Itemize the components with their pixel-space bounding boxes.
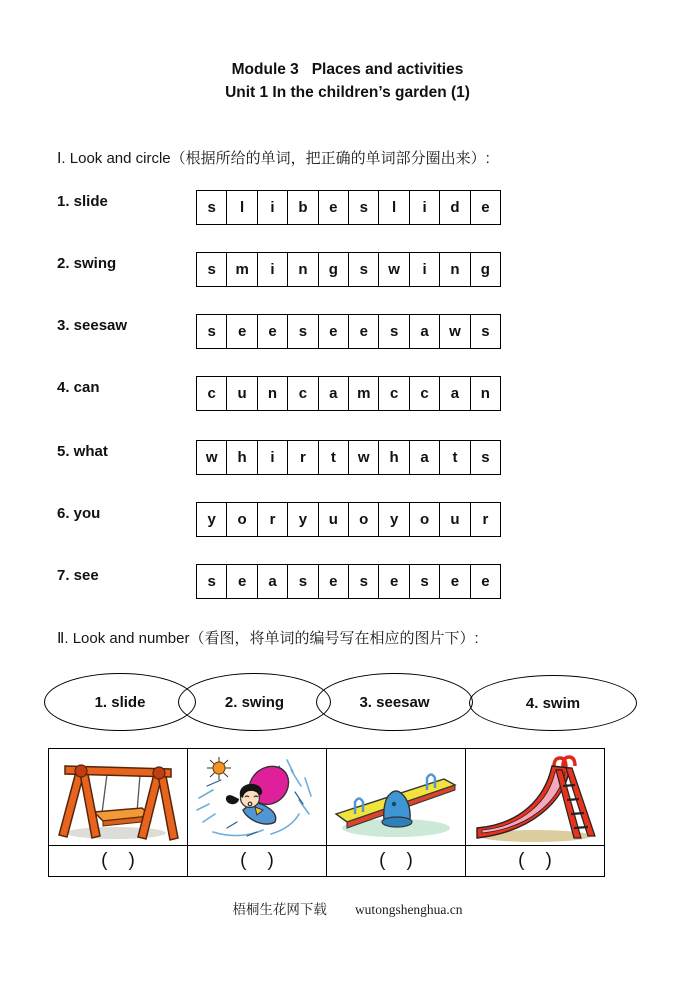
swing-illustration	[52, 752, 184, 844]
letter-cell[interactable]: l	[226, 191, 256, 224]
letter-cell[interactable]: h	[378, 441, 408, 474]
seesaw-illustration	[330, 752, 462, 844]
letter-cell[interactable]: a	[409, 315, 439, 348]
letter-cell[interactable]: b	[287, 191, 317, 224]
answer-slot[interactable]: ( )	[466, 846, 605, 877]
letter-cell[interactable]: n	[470, 377, 500, 410]
letter-cell[interactable]: t	[439, 441, 469, 474]
letter-cell[interactable]: y	[207, 511, 216, 528]
letter-cell[interactable]: e	[226, 315, 256, 348]
letter-cell[interactable]: d	[439, 191, 469, 224]
letter-cell[interactable]: m	[348, 377, 378, 410]
letter-cell[interactable]: w	[348, 441, 378, 474]
word-option-oval: 1. slide	[44, 673, 196, 731]
letter-cell[interactable]: g	[318, 253, 348, 286]
letter-cell[interactable]: y	[287, 503, 317, 536]
letter-cell[interactable]: i	[409, 191, 439, 224]
title-line2: Unit 1 In the children’s garden (1)	[225, 84, 470, 101]
letter-cell[interactable]: y	[378, 503, 408, 536]
slide-illustration	[469, 752, 601, 844]
word-row	[0, 190, 695, 230]
word-option-oval: 2. swing	[178, 673, 331, 731]
word-label: 1. slide	[57, 193, 108, 210]
letter-cell[interactable]: o	[348, 503, 378, 536]
letter-grid	[196, 314, 501, 349]
word-row	[0, 314, 695, 354]
letter-grid	[196, 252, 501, 287]
letter-grid	[196, 190, 501, 225]
letter-cell[interactable]: a	[257, 565, 287, 598]
title-line1: Module 3 Places and activities	[231, 61, 464, 78]
letter-cell[interactable]: n	[439, 253, 469, 286]
word-label: 6. you	[57, 505, 101, 522]
letter-cell[interactable]: s	[207, 199, 216, 216]
letter-cell[interactable]: s	[348, 253, 378, 286]
letter-cell[interactable]: s	[207, 323, 216, 340]
word-option-oval: 4. swim	[469, 675, 637, 731]
pictures-row	[49, 749, 605, 846]
letter-cell[interactable]: e	[318, 565, 348, 598]
letter-cell[interactable]: r	[257, 503, 287, 536]
footer-site-name: 梧桐生花网下载	[232, 902, 327, 917]
section2-heading: Ⅱ. Look and number（看图，将单词的编号写在相应的图片下）:	[57, 630, 479, 647]
letter-grid	[196, 376, 501, 411]
word-label: 2. swing	[57, 255, 117, 272]
letter-cell[interactable]: i	[409, 253, 439, 286]
letter-cell[interactable]: e	[378, 565, 408, 598]
letter-cell[interactable]: u	[439, 503, 469, 536]
letter-cell[interactable]: g	[470, 253, 500, 286]
word-option-oval: 3. seesaw	[316, 673, 473, 731]
answer-slot[interactable]: ( )	[327, 846, 466, 877]
word-label: 4. can	[57, 379, 100, 396]
letter-cell[interactable]: s	[348, 565, 378, 598]
letter-cell[interactable]: r	[287, 441, 317, 474]
letter-cell[interactable]: c	[409, 377, 439, 410]
letter-cell[interactable]: u	[318, 503, 348, 536]
picture-cell-swim	[188, 749, 327, 846]
letter-cell[interactable]: s	[409, 565, 439, 598]
letter-cell[interactable]: w	[439, 315, 469, 348]
word-row	[0, 440, 695, 480]
letter-cell[interactable]: n	[257, 377, 287, 410]
letter-cell[interactable]: o	[409, 503, 439, 536]
word-row	[0, 252, 695, 292]
letter-cell[interactable]: c	[378, 377, 408, 410]
picture-cell-seesaw	[327, 749, 466, 846]
letter-cell[interactable]: s	[378, 315, 408, 348]
pictures-table	[48, 748, 605, 877]
section1-heading: Ⅰ. Look and circle（根据所给的单词，把正确的单词部分圈出来）:	[57, 150, 490, 167]
swim-illustration	[191, 752, 323, 844]
letter-cell[interactable]: e	[470, 191, 500, 224]
letter-cell[interactable]: c	[287, 377, 317, 410]
letter-cell[interactable]: c	[207, 385, 216, 402]
letter-cell[interactable]: s	[287, 565, 317, 598]
letter-cell[interactable]: s	[287, 315, 317, 348]
letter-cell[interactable]: e	[348, 315, 378, 348]
letter-cell[interactable]: s	[348, 191, 378, 224]
letter-cell[interactable]: o	[226, 503, 256, 536]
word-row	[0, 564, 695, 604]
letter-grid	[196, 564, 501, 599]
letter-cell[interactable]: n	[287, 253, 317, 286]
word-row	[0, 376, 695, 416]
letter-cell[interactable]: w	[205, 449, 218, 466]
footer	[0, 898, 695, 918]
letter-cell[interactable]: t	[318, 441, 348, 474]
letter-cell[interactable]: i	[257, 191, 287, 224]
word-label: 7. see	[57, 567, 99, 584]
word-label: 3. seesaw	[57, 317, 128, 334]
footer-site-url: wutongshenghua.cn	[354, 902, 463, 917]
letter-cell[interactable]: e	[318, 315, 348, 348]
letter-cell[interactable]: r	[470, 503, 500, 536]
letter-cell[interactable]: h	[226, 441, 256, 474]
letter-cell[interactable]: e	[318, 191, 348, 224]
answer-slot[interactable]: ( )	[188, 846, 327, 877]
letter-cell[interactable]: m	[226, 253, 256, 286]
letter-grid	[196, 502, 501, 537]
letter-cell[interactable]: a	[409, 441, 439, 474]
letter-cell[interactable]: a	[439, 377, 469, 410]
letter-cell[interactable]: s	[207, 261, 216, 278]
word-label: 5. what	[57, 443, 108, 460]
letter-cell[interactable]: s	[207, 573, 216, 590]
letter-cell[interactable]: e	[439, 565, 469, 598]
picture-cell-slide	[466, 749, 605, 846]
letter-cell[interactable]: a	[318, 377, 348, 410]
answers-row	[49, 846, 605, 877]
letter-grid	[196, 440, 501, 475]
answer-slot[interactable]: ( )	[49, 846, 188, 877]
letter-cell[interactable]: s	[470, 315, 500, 348]
letter-cell[interactable]: s	[470, 441, 500, 474]
letter-cell[interactable]: l	[378, 191, 408, 224]
letter-cell[interactable]: e	[226, 565, 256, 598]
picture-cell-swing	[49, 749, 188, 846]
letter-cell[interactable]: i	[257, 441, 287, 474]
word-row	[0, 502, 695, 542]
letter-cell[interactable]: u	[226, 377, 256, 410]
page-title	[0, 58, 695, 104]
letter-cell[interactable]: e	[257, 315, 287, 348]
letter-cell[interactable]: w	[378, 253, 408, 286]
letter-cell[interactable]: e	[470, 565, 500, 598]
letter-cell[interactable]: i	[257, 253, 287, 286]
